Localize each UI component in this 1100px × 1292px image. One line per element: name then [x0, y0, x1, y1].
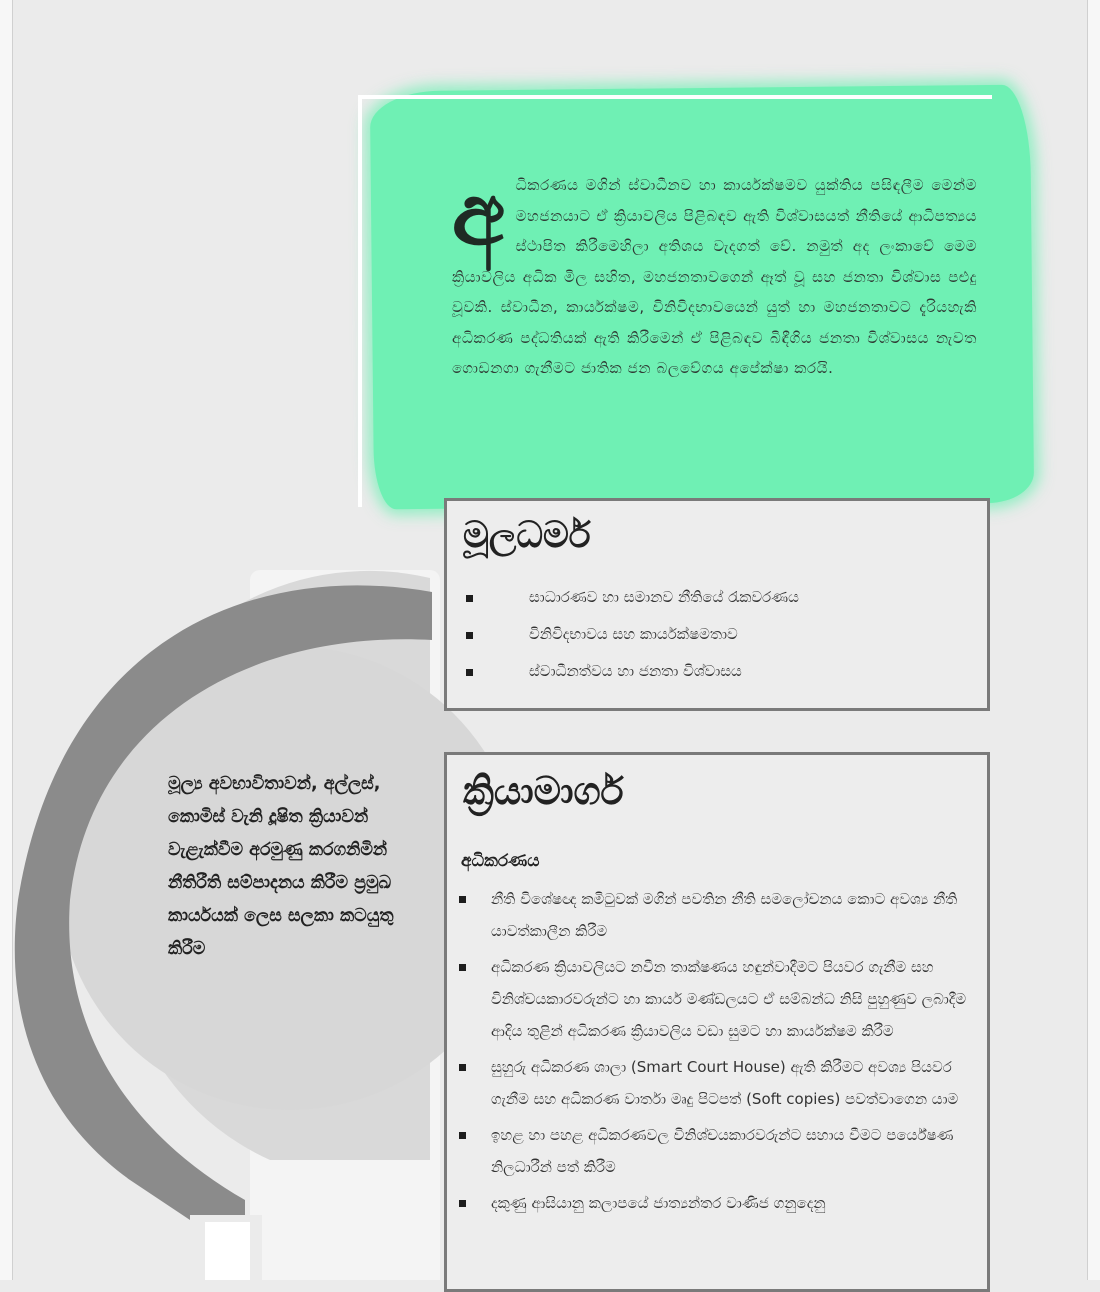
- principles-box: [444, 498, 990, 711]
- actions-subheading: අධිකරණය: [461, 851, 540, 871]
- actions-box: [444, 752, 990, 1292]
- actions-title: ක්‍රියාමාර්ග: [463, 769, 624, 813]
- action-item: ඉහළ හා පහළ අධිකරණවල විනිශ්චයකාරවරුන්ට සහාය වීමට පර්යේෂණ නිලධාරීන් පත් කිරීම: [455, 1119, 975, 1183]
- action-item: දකුණු ආසියානු කලාපයේ ජාත්‍යන්තර වාණිජ ගනුදෙනු: [455, 1187, 975, 1219]
- action-item: නීති විශේෂඥ කමිටුවක් මගින් පවතින නීති සමලෝචනය කොට අවශ්‍ය නීති යාවත්කාලීන කිරීම: [455, 883, 975, 947]
- principle-item: සාධාරණව හා සමානව නීතියේ රැකවරණය: [463, 579, 799, 616]
- principles-title: මූලධර්ම: [463, 515, 591, 556]
- intro-paragraph: [452, 164, 977, 384]
- actions-list: [455, 883, 975, 1223]
- action-item: අධිකරණ ක්‍රියාවලියට නවීන තාක්ෂණය හඳුන්වාදීමට පියවර ගැනීම සහ විනිශ්චයකාරවරුන්ට හා කාර්ය මණ්ඩලයට ඒ සම්බන්ධ නිසි පුහුණුව ලබාදීම ආදිය තුළින් අධිකරණ ක්‍රියාවලිය වඩා සුමට හා කාර්යක්ෂම කිරීම: [455, 951, 975, 1047]
- drop-cap: අ: [452, 164, 506, 265]
- frame-line-left: [358, 95, 362, 507]
- frame-line-top: [358, 95, 992, 99]
- intro-text: ධිකරණය මගින් ස්වාධීනව හා කාර්යක්ෂමව යුක්තිය පසිඳලීම මෙන්ම මහජනයාට ඒ ක්‍රියාවලිය පිළිබඳව ඇති විශ්වාසයත් නීතියේ ආධිපත්‍යය ස්ථාපිත කිරීමෙහිලා අතිශය වැදගත් වේ. නමුත් අද ලංකාවේ මෙම ක්‍රියාවලිය අධික මිල සහිත, මහජනතාවගෙන් ඈත් වූ සහ ජනතා විශ්වාස පළුදු වූවකි. ස්වාධීන, කාර්යක්ෂම, විනිවිදභාවයෙන් යුත් හා මහජනතාවට දැරියහැකි අධිකරණ පද්ධතියක් ඇති කිරීමෙන් ඒ පිළිබඳව බිඳීගිය ජනතා විශ්වාසය නැවත ගොඩනගා ගැනීමට ජාතික ජන බලවේගය අපේක්ෂා කරයි.: [452, 176, 977, 377]
- principle-item: ස්වාධීනත්වය හා ජනතා විශ්වාසය: [463, 653, 799, 690]
- principle-item: විනිවිදභාවය සහ කාර්යක්ෂමතාව: [463, 616, 799, 653]
- principles-list: [463, 579, 799, 690]
- action-item: සුහුරු අධිකරණ ශාලා (Smart Court House) ඇති කිරීමට අවශ්‍ය පියවර ගැනීම සහ අධිකරණ වාර්තා මෘදු පිටපත් (Soft copies) පවත්වාගෙන යාම: [455, 1051, 975, 1115]
- circle-callout-text: මූල්‍ය අවභාවිතාවන්, අල්ලස්, කොමිස් වැනි දූෂිත ක්‍රියාවන් වැළැක්වීම අරමුණු කරගනිමින් නීතිරීති සම්පාදනය කිරීම ප්‍රමුඛ කාර්යයක් ලෙස සලකා කටයුතු කිරීම: [168, 774, 394, 959]
